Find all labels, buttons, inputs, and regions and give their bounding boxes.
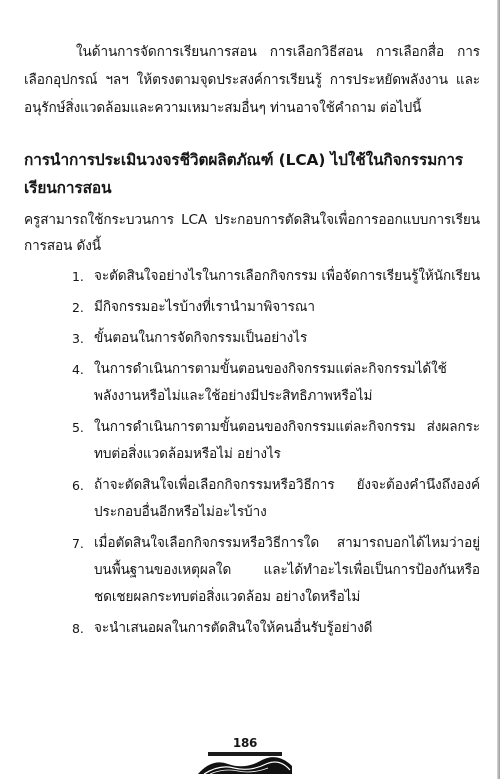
- step-text: มีกิจกรรมอะไรบ้างที่เรานำมาพิจารณา: [94, 299, 315, 315]
- list-item: [72, 414, 480, 468]
- steps-list: [24, 263, 480, 642]
- step-number: 3.: [72, 331, 84, 346]
- section-heading: การนำการประเมินวงจรชีวิตผลิตภัณฑ์ (LCA) ไปใช้ในกิจกรรมการเรียนการสอน: [24, 151, 464, 197]
- step-number: 6.: [72, 478, 84, 493]
- step-text: ในการดำเนินการตามขั้นตอนของกิจกรรมแต่ละกิจกรรม ส่งผลกระทบต่อสิ่งแวดล้อมหรือไม่ อย่างไร: [94, 419, 480, 462]
- step-text: เมื่อตัดสินใจเลือกกิจกรรมหรือวิธีการใด สามารถบอกได้ไหมว่าอยู่บนพื้นฐานของเหตุผลใด และได้ทำอะไรเพื่อเป็นการป้องกันหรือชดเชยผลกระทบต่อสิ่งแวดล้อม อย่างใดหรือไม่: [94, 535, 480, 605]
- list-item: [72, 530, 480, 611]
- step-text: ถ้าจะตัดสินใจเพื่อเลือกกิจกรรมหรือวิธีการ ยังจะต้องคำนึงถึงองค์ประกอบอื่นอีกหรือไม่อะไรบ้าง: [94, 477, 480, 520]
- intro-paragraph: ในด้านการจัดการเรียนการสอน การเลือกวิธีสอน การเลือกสื่อ การเลือกอุปกรณ์ ฯลฯ ให้ตรงตามจุดประสงค์การเรียนรู้ การประหยัดพลังงาน และอนุรักษ์สิ่งแวดล้อมและความเหมาะสมอื่นๆ ท่านอาจใช้คำถาม ต่อไปนี้: [24, 44, 480, 116]
- step-number: 8.: [72, 621, 84, 636]
- page-footer: [190, 736, 300, 776]
- list-item: [72, 356, 480, 410]
- page-number: 186: [232, 736, 258, 750]
- step-text: จะนำเสนอผลในการตัดสินใจให้คนอื่นรับรู้อย่างดี: [94, 620, 373, 636]
- list-item: [72, 294, 480, 321]
- list-item: [72, 263, 480, 290]
- list-item: [72, 615, 480, 642]
- section-lead-paragraph: ครูสามารถใช้กระบวนการ LCA ประกอบการตัดสินใจเพื่อการออกแบบการเรียนการสอน ดังนี้: [24, 212, 480, 254]
- step-number: 4.: [72, 362, 84, 377]
- page-content: [24, 38, 480, 646]
- publisher-wave-logo-icon: [190, 750, 300, 776]
- step-number: 2.: [72, 300, 84, 315]
- step-number: 7.: [72, 536, 84, 551]
- step-number: 1.: [72, 269, 84, 284]
- step-text: จะตัดสินใจอย่างไรในการเลือกกิจกรรม เพื่อจัดการเรียนรู้ให้นักเรียน: [94, 268, 480, 284]
- list-item: [72, 325, 480, 352]
- step-number: 5.: [72, 420, 84, 435]
- step-text: ขั้นตอนในการจัดกิจกรรมเป็นอย่างไร: [94, 330, 308, 346]
- list-item: [72, 472, 480, 526]
- step-text: ในการดำเนินการตามขั้นตอนของกิจกรรมแต่ละกิจกรรมได้ใช้พลังงานหรือไม่และใช้อย่างมีประสิทธิภาพหรือไม่: [94, 361, 447, 404]
